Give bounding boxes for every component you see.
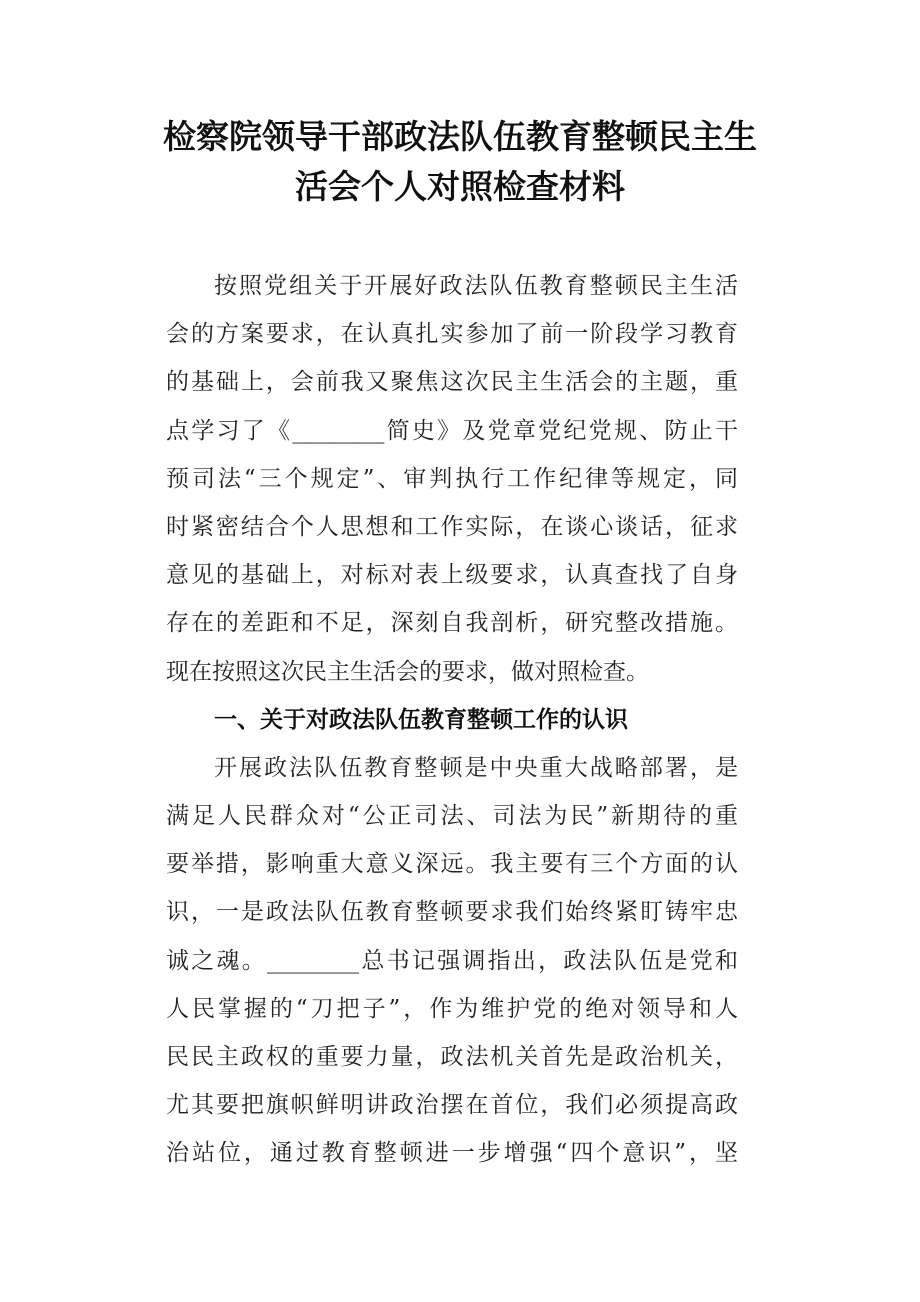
text-line: 开展政法队伍教育整顿是中央重大战略部署，是 [214,754,738,781]
text-line: 识，一是政法队伍教育整顿要求我们始终紧盯铸牢忠 [166,899,738,926]
text-line: 按照党组关于开展好政法队伍教育整顿民主生活 [214,273,738,299]
document-body [166,262,738,1178]
text-line: 尤其要把旗帜鲜明讲政治摆在首位，我们必须提高政 [166,1092,738,1119]
section-heading: 一、关于对政法队伍教育整顿工作的认识 [214,706,628,733]
paragraph-intro [166,262,738,696]
text-line: 人民掌握的“刀把子”，作为维护党的绝对领导和人 [166,995,738,1022]
text-line: 的基础上，会前我又聚焦这次民主生活会的主题，重 [166,369,738,396]
document-title [0,112,920,212]
text-line: 现在按照这次民主生活会的要求，做对照检查。 [166,658,649,685]
text-line: 意见的基础上，对标对表上级要求，认真查找了自身 [166,562,738,589]
text-line: 会的方案要求，在认真扎实参加了前一阶段学习教育 [166,321,738,348]
text-line: 民民主政权的重要力量，政法机关首先是政治机关， [166,1044,738,1070]
text-line: 点学习了《________简史》及党章党纪党规、防止干 [166,417,738,444]
text-line: 预司法“三个规定”、审判执行工作纪律等规定，同 [166,465,738,492]
paragraph-understanding [166,744,738,1178]
text-line: 要举措，影响重大意义深远。我主要有三个方面的认 [166,851,738,878]
title-line: 活会个人对照检查材料 [295,167,625,206]
title-line: 检察院领导干部政法队伍教育整顿民主生 [163,117,757,156]
text-line: 满足人民群众对“公正司法、司法为民”新期待的重 [166,803,738,830]
text-line: 诚之魂。________总书记强调指出，政法队伍是党和 [166,947,738,974]
text-line: 存在的差距和不足，深刻自我剖析，研究整改措施。 [166,610,738,637]
text-line: 时紧密结合个人思想和工作实际，在谈心谈话，征求 [166,513,738,540]
text-line: 治站位，通过教育整顿进一步增强“四个意识”，坚 [166,1140,738,1167]
